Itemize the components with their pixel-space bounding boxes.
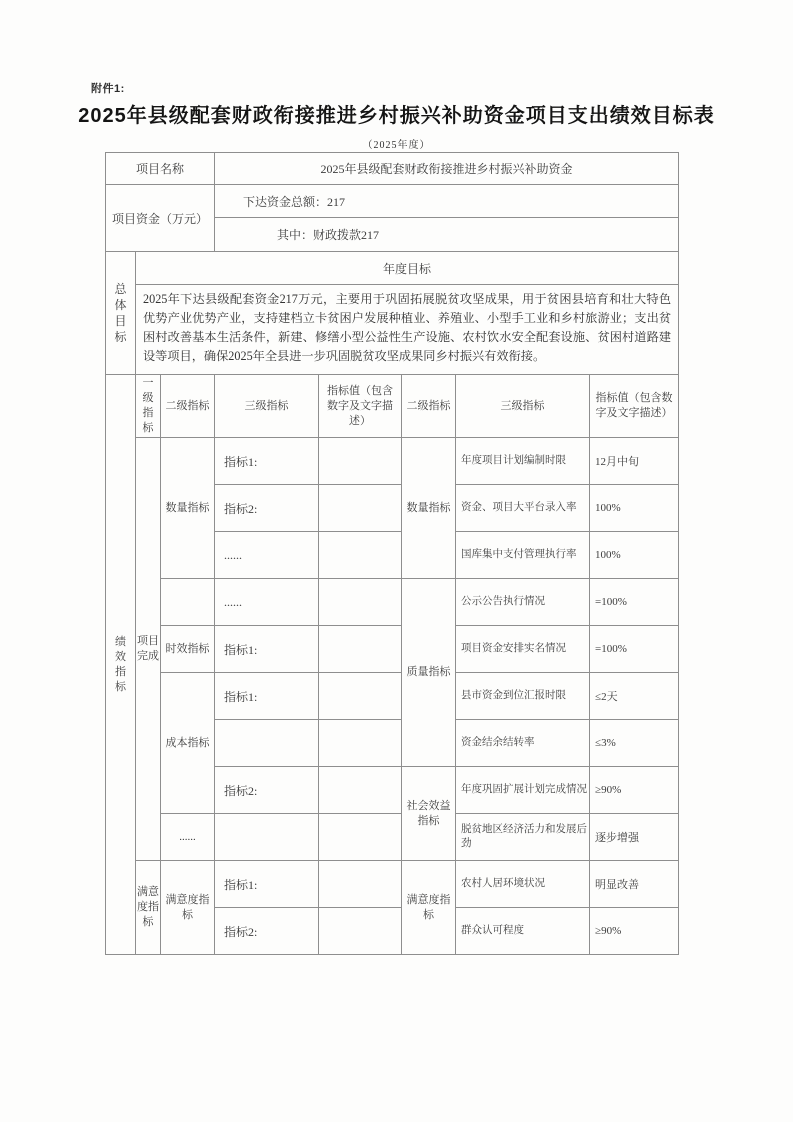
- indicator-name-cell: 国库集中支付管理执行率: [456, 532, 590, 579]
- indicator-value-cell: [319, 861, 402, 908]
- indicator-value-cell: ≤2天: [590, 673, 679, 720]
- level2-group-cell: 数量指标: [161, 438, 215, 579]
- annual-goal-text-cell: 2025年下达县级配套资金217万元，主要用于巩固拓展脱贫攻坚成果，用于贫困县培育和壮大特色优势产业优势产业，支持建档立卡贫困户发展种植业、养殖业、小型手工业和乡村旅游业；支出贫困村改善基本生活条件，新建、修缮小型公益性生产设施、农村饮水安全配套设施、贫困村道路建设等项目，确保2025年全县进一步巩固脱贫攻坚成果同乡村振兴有效衔接。: [136, 285, 679, 375]
- indicator-value-cell: ≥90%: [590, 767, 679, 814]
- document-title: 2025年县级配套财政衔接推进乡村振兴补助资金项目支出绩效目标表: [78, 105, 715, 127]
- table-row: [106, 153, 679, 185]
- indicator-header-row: [106, 375, 679, 438]
- indicator-name-cell: 指标2:: [215, 767, 319, 814]
- indicator-name-cell: 年度巩固扩展计划完成情况: [456, 767, 590, 814]
- level2-group-cell: 满意度指标: [402, 861, 456, 955]
- project-name-label-cell: 项目名称: [106, 153, 215, 185]
- level2-group-cell: 社会效益指标: [402, 767, 456, 861]
- indicator-value-cell: [319, 720, 402, 767]
- indicator-value-cell: [319, 485, 402, 532]
- level2-group-cell: 质量指标: [402, 579, 456, 767]
- table-row: [106, 438, 679, 485]
- table-row: [106, 626, 679, 673]
- indicator-value-cell: 逐步增强: [590, 814, 679, 861]
- header-level2-left: 二级指标: [161, 375, 215, 438]
- table-row: [106, 861, 679, 908]
- indicator-name-cell: 资金、项目大平台录入率: [456, 485, 590, 532]
- indicator-name-cell: 农村人居环境状况: [456, 861, 590, 908]
- indicator-name-cell: 指标2:: [215, 908, 319, 955]
- funds-fiscal-cell: 其中：财政拨款217: [215, 218, 679, 252]
- indicator-value-cell: [319, 579, 402, 626]
- indicator-value-cell: [319, 814, 402, 861]
- annual-goal-header-cell: 年度目标: [136, 252, 679, 285]
- indicator-value-cell: [319, 673, 402, 720]
- indicator-name-cell: [215, 814, 319, 861]
- level1-group-cell: 满意度指标: [136, 861, 161, 955]
- header-value-right: 指标值（包含数字及文字描述）: [590, 375, 679, 438]
- level2-group-cell: 时效指标: [161, 626, 215, 673]
- level2-group-cell: 数量指标: [402, 438, 456, 579]
- indicator-name-cell: 群众认可程度: [456, 908, 590, 955]
- indicator-value-cell: 12月中旬: [590, 438, 679, 485]
- performance-section-label-cell: 绩效指标: [106, 375, 136, 955]
- indicator-name-cell: 资金结余结转率: [456, 720, 590, 767]
- indicator-value-cell: 100%: [590, 532, 679, 579]
- indicator-value-cell: [319, 626, 402, 673]
- indicator-value-cell: =100%: [590, 626, 679, 673]
- table-row: [106, 185, 679, 218]
- indicator-value-cell: =100%: [590, 579, 679, 626]
- indicator-name-cell: 指标1:: [215, 673, 319, 720]
- indicator-name-cell: 指标2:: [215, 485, 319, 532]
- indicator-value-cell: 100%: [590, 485, 679, 532]
- indicator-value-cell: [319, 532, 402, 579]
- level2-group-cell: ......: [161, 814, 215, 861]
- indicator-name-cell: ......: [215, 579, 319, 626]
- indicator-value-cell: [319, 438, 402, 485]
- project-name-value-cell: 2025年县级配套财政衔接推进乡村振兴补助资金: [215, 153, 679, 185]
- project-funds-label-cell: 项目资金（万元）: [106, 185, 215, 252]
- indicator-name-cell: 公示公告执行情况: [456, 579, 590, 626]
- indicator-value-cell: ≤3%: [590, 720, 679, 767]
- indicator-value-cell: [319, 908, 402, 955]
- indicator-name-cell: 脱贫地区经济活力和发展后劲: [456, 814, 590, 861]
- table-row: [106, 285, 679, 375]
- table-row: [106, 579, 679, 626]
- indicator-name-cell: 指标1:: [215, 861, 319, 908]
- level2-group-cell: 成本指标: [161, 673, 215, 814]
- header-level1: 一级指标: [136, 375, 161, 438]
- table-row: [106, 252, 679, 285]
- performance-target-table: [105, 152, 679, 955]
- indicator-name-cell: 指标1:: [215, 438, 319, 485]
- indicator-value-cell: 明显改善: [590, 861, 679, 908]
- indicator-value-cell: [319, 767, 402, 814]
- header-level2-right: 二级指标: [402, 375, 456, 438]
- indicator-name-cell: 年度项目计划编制时限: [456, 438, 590, 485]
- indicator-name-cell: ......: [215, 532, 319, 579]
- table-row: [106, 814, 679, 861]
- header-level3-left: 三级指标: [215, 375, 319, 438]
- level2-group-cell: 满意度指标: [161, 861, 215, 955]
- indicator-name-cell: 指标1:: [215, 626, 319, 673]
- indicator-name-cell: 项目资金安排实名情况: [456, 626, 590, 673]
- indicator-name-cell: 县市资金到位汇报时限: [456, 673, 590, 720]
- attachment-label: 附件1:: [91, 83, 125, 95]
- indicator-value-cell: ≥90%: [590, 908, 679, 955]
- level2-group-cell: [161, 579, 215, 626]
- table-row: [106, 673, 679, 720]
- funds-total-cell: 下达资金总额：217: [215, 185, 679, 218]
- indicator-name-cell: [215, 720, 319, 767]
- overall-goal-label-cell: 总体目标: [106, 252, 136, 375]
- level1-group-cell: 项目完成: [136, 438, 161, 861]
- header-value-left: 指标值（包含数字及文字描述）: [319, 375, 402, 438]
- document-subtitle: （2025年度）: [362, 140, 431, 151]
- header-level3-right: 三级指标: [456, 375, 590, 438]
